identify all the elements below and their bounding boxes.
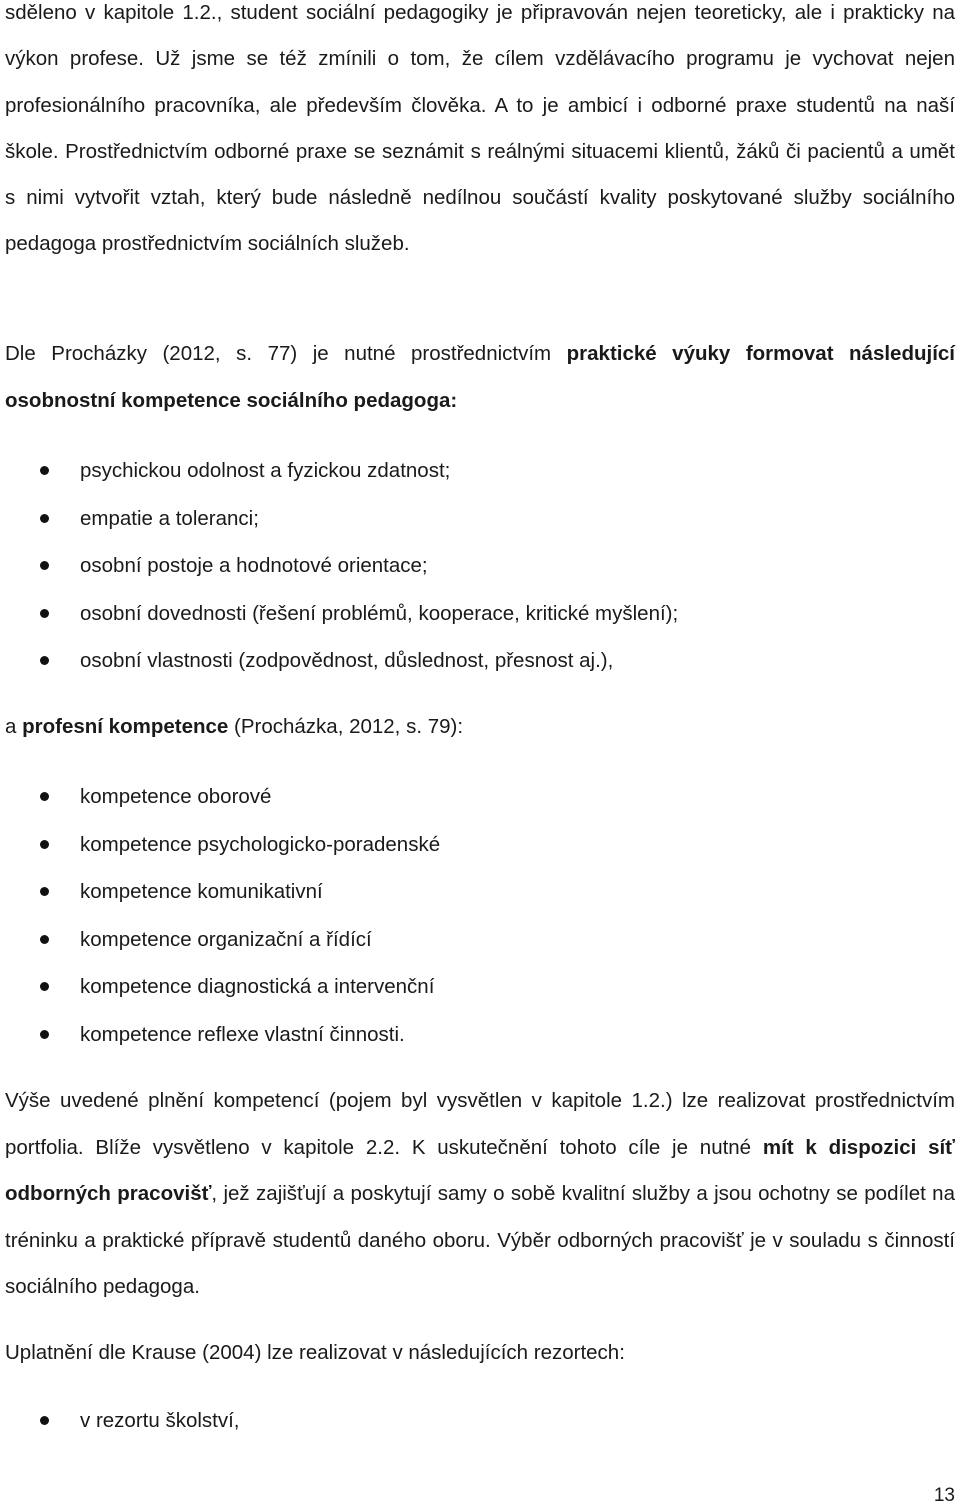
list-item — [0, 495, 960, 543]
professional-intro-bold-text: profesní kompetence — [22, 715, 229, 738]
bullet-icon — [40, 656, 49, 665]
list-item-text: kompetence diagnostická a intervenční — [80, 975, 435, 998]
professional-intro-text: a — [5, 715, 23, 738]
bullet-icon — [40, 1416, 49, 1425]
bullet-icon — [40, 609, 49, 618]
krause-paragraph — [5, 1330, 955, 1377]
list-item-text: kompetence reflexe vlastní činnosti. — [80, 1022, 405, 1046]
list-item — [0, 447, 960, 495]
portfolio-text: Výše uvedené plnění kompetencí (pojem byl vysvětlen v kapitole 1.2.) lze realizovat prostřednictvím portfolia. Blíže vysvětleno v kapitole 2.2. K uskutečnění tohoto cíle je nutné — [5, 1089, 955, 1159]
list-item-text: psychickou odolnost a fyzickou zdatnost; — [80, 459, 451, 482]
list-item — [0, 963, 960, 1011]
professional-intro-paragraph — [5, 704, 955, 751]
personal-competences-list — [0, 447, 960, 685]
list-item — [0, 868, 960, 916]
list-item-text: kompetence oborové — [80, 785, 272, 808]
prochazka-text: Dle Procházky (2012, s. 77) je nutné prostřednictvím — [5, 342, 567, 365]
list-item — [0, 1397, 960, 1445]
portfolio-paragraph — [5, 1078, 955, 1311]
list-item — [0, 1011, 960, 1059]
list-item — [0, 821, 960, 869]
portfolio-text-continued: , jež zajišťují a poskytují samy o sobě kvalitní služby a jsou ochotny se podílet na tréninku a praktické přípravě studentů daného oboru. Výběr odborných pracovišť je v souladu s činností sociálního pedagoga. — [5, 1182, 955, 1298]
professional-intro-citation: (Procházka, 2012, s. 79): — [228, 715, 464, 738]
prochazka-bold-text: praktické výuky formovat následující osobnostní kompetence sociálního pedagoga: — [5, 342, 955, 412]
page-number: 13 — [933, 1485, 955, 1506]
bullet-icon — [40, 935, 49, 944]
list-item — [0, 916, 960, 964]
list-item — [0, 542, 960, 590]
list-item-text: osobní postoje a hodnotové orientace; — [80, 554, 428, 577]
bullet-icon — [40, 887, 49, 896]
list-item-text: empatie a toleranci; — [80, 506, 259, 530]
list-item — [0, 637, 960, 685]
list-item — [0, 773, 960, 821]
professional-competences-list — [0, 773, 960, 1058]
prochazka-paragraph — [5, 331, 955, 424]
list-item-text: kompetence psychologicko-poradenské — [80, 832, 441, 856]
list-item-text: osobní dovednosti (řešení problémů, kooperace, kritické myšlení); — [80, 601, 679, 625]
intro-paragraph — [5, 0, 955, 268]
bullet-icon — [40, 840, 49, 849]
intro-text: sděleno v kapitole 1.2., student sociální pedagogiky je připravován nejen teoreticky, ale i prakticky na výkon profese. Už jsme se též zmínili o tom, že cílem vzdělávacího programu je vychovat nejen profesionálního pracovníka, ale především člověka. A to je ambicí i odborné praxe studentů na naší škole. Prostřednictvím odborné praxe se seznámit s reálnými situacemi klientů, žáků či pacientů a umět s nimi vytvořit vztah, který bude následně nedílnou součástí kvality poskytované služby sociálního pedagoga prostřednictvím sociálních služeb. — [5, 1, 955, 256]
bullet-icon — [40, 1030, 49, 1039]
krause-text: Uplatnění dle Krause (2004) lze realizovat v následujících rezortech: — [5, 1341, 625, 1364]
bullet-icon — [40, 466, 49, 475]
list-item-text: osobní vlastnosti (zodpovědnost, důslednost, přesnost aj.), — [80, 649, 614, 672]
list-item-text: kompetence organizační a řídící — [80, 927, 372, 951]
list-item — [0, 590, 960, 638]
bullet-icon — [40, 792, 49, 801]
list-item-text: v rezortu školství, — [80, 1409, 240, 1432]
bullet-icon — [40, 982, 49, 991]
sectors-list — [0, 1397, 960, 1445]
bullet-icon — [40, 514, 49, 523]
bullet-icon — [40, 561, 49, 570]
list-item-text: kompetence komunikativní — [80, 880, 323, 903]
portfolio-bold-text: mít k dispozici síť odborných pracovišť — [5, 1135, 955, 1205]
